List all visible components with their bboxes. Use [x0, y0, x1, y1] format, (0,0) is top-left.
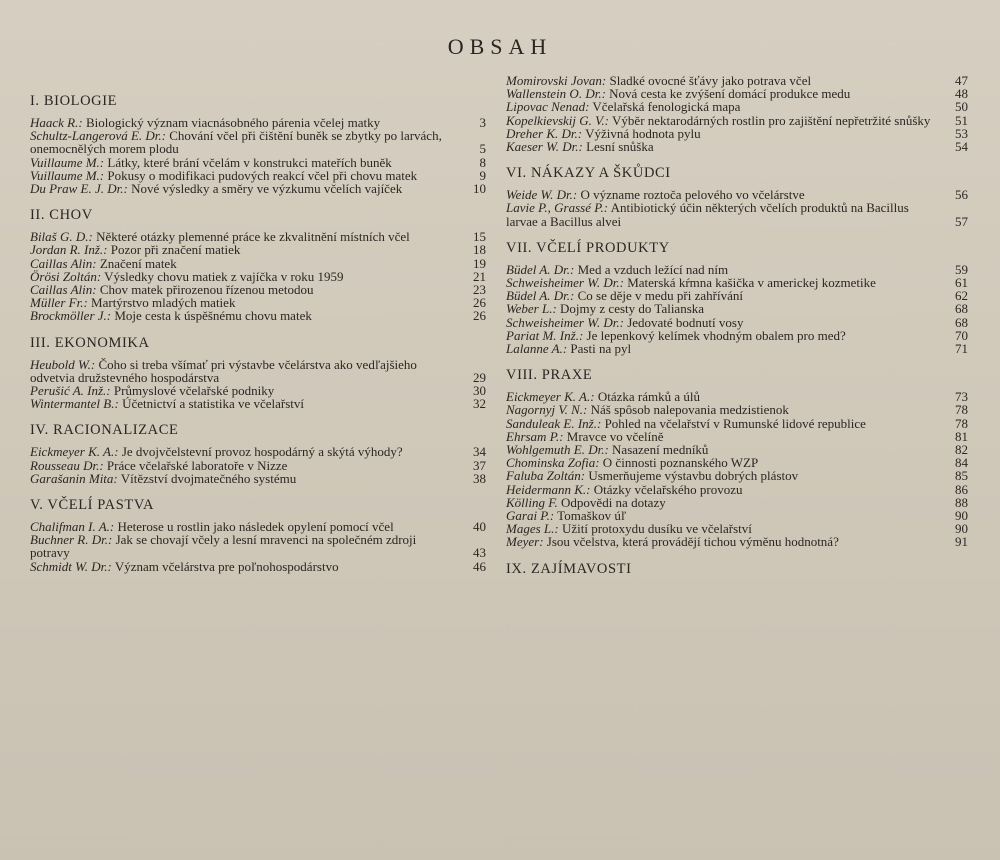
toc-entry: [506, 342, 968, 355]
entry-page-number: 5: [479, 141, 486, 157]
entry-title: Nasazení medníků: [612, 442, 709, 458]
entry-page-number: 84: [955, 455, 968, 471]
entry-author: Faluba Zoltán:: [506, 468, 586, 484]
entry-author: Brockmöller J.:: [30, 308, 112, 324]
toc-entry: [506, 535, 968, 548]
entry-title: Tomaškov úľ: [557, 508, 627, 524]
entry-page-number: 40: [473, 519, 486, 535]
entry-author: Sanduleak E. Inž.:: [506, 415, 602, 431]
entry-author: Bilaš G. D.:: [30, 229, 93, 245]
entry-page-number: 34: [473, 444, 486, 460]
entry-page-number: 70: [955, 327, 968, 343]
entry-author: Buchner R. Dr.:: [30, 532, 113, 548]
entry-page-number: 15: [473, 229, 486, 245]
entry-author: Vuillaume M.:: [30, 154, 105, 170]
entry-title: Usmerňujeme výstavbu dobrých plástov: [588, 468, 799, 484]
entry-author: Pariat M. Inž.:: [506, 327, 584, 343]
entry-title: O činnosti poznanského WZP: [602, 455, 759, 471]
entry-title: Výživná hodnota pylu: [585, 125, 701, 141]
entry-author: Müller Fr.:: [30, 295, 88, 311]
toc-entry: [506, 140, 968, 153]
entry-author: Schweisheimer W. Dr.:: [506, 314, 624, 330]
entry-page-number: 90: [955, 508, 968, 524]
entry-page-number: 46: [473, 558, 486, 574]
entry-page-number: 78: [955, 415, 968, 431]
entry-title: Průmyslové včelařské podniky: [113, 383, 275, 399]
entry-author: Büdel A. Dr.:: [506, 288, 575, 304]
toc-section: [506, 561, 968, 578]
entry-title: Pohled na včelařství v Rumunské lidové republice: [604, 415, 866, 431]
section-title: I. BIOLOGIE: [30, 93, 118, 109]
entry-title: Martýrstvo mladých matiek: [91, 295, 236, 311]
entry-title: Výsledky chovu matiek z vajíčka v roku 1959: [104, 268, 344, 284]
entry-author: Meyer:: [506, 534, 544, 550]
entry-title: Chov matek přirozenou řízenou metodou: [99, 282, 314, 298]
entry-author: Nagornyj V. N.:: [506, 402, 588, 418]
entry-author: Garai P.:: [506, 508, 555, 524]
entry-title: O význame roztoča pelového vo včelárstve: [580, 187, 805, 203]
entry-author: Kaeser W. Dr.:: [506, 139, 583, 155]
toc-section: [506, 165, 968, 228]
entry-author: Schmidt W. Dr.:: [30, 558, 112, 574]
entry-title: Heterose u rostlin jako následek opylení pomocí včel: [117, 519, 394, 535]
entry-page-number: 53: [955, 125, 968, 141]
entry-page-number: 78: [955, 402, 968, 418]
entry-author: Wallenstein O. Dr.:: [506, 86, 606, 102]
entry-title: Látky, které brání včelám v konstrukci mateřích buněk: [107, 154, 392, 170]
page-title: OBSAH: [447, 34, 553, 59]
entry-page-number: 32: [473, 396, 486, 412]
entry-title: Pokusy o modifikaci pudových reakcí včel při chovu matek: [107, 167, 418, 183]
entry-author: Lavie P., Grassé P.:: [506, 200, 609, 216]
entry-author: Chominska Zofia:: [506, 455, 600, 471]
entry-author: Garašanin Mita:: [30, 470, 118, 486]
entry-title: Je dvojvčelstevní provoz hospodárný a skýtá výhody?: [121, 444, 403, 460]
entry-title: Odpovědi na dotazy: [561, 494, 666, 510]
entry-title: Dojmy z cesty do Talianska: [560, 301, 705, 317]
entry-page-number: 10: [473, 181, 486, 197]
entry-author: Caillas Alin:: [30, 255, 97, 271]
entry-page-number: 68: [955, 314, 968, 330]
entry-title: Sladké ovocné šťávy jako potrava včel: [609, 73, 812, 88]
entry-page-number: 3: [479, 115, 486, 130]
entry-title: Některé otázky plemenné práce ke zkvalitnění místních včel: [96, 229, 410, 245]
entry-page-number: 8: [479, 154, 486, 170]
entry-title: Včelařská fenologická mapa: [592, 99, 741, 115]
entry-title: Otázka rámků a úlů: [597, 389, 700, 405]
entry-page-number: 47: [955, 73, 968, 88]
entry-title: Význam včelárstva pre poľnohospodárstvo: [114, 558, 339, 574]
entry-author: Weber L.:: [506, 301, 557, 317]
entry-title: Co se děje v medu při zahřívání: [577, 288, 743, 304]
entry-author: Jordan R. Inž.:: [30, 242, 108, 258]
toc-entry: [30, 243, 486, 256]
entry-page-number: 37: [473, 457, 486, 473]
entry-author: Schultz-Langerová E. Dr.:: [30, 128, 167, 144]
entry-author: Kopelkievskij G. V.:: [506, 112, 610, 128]
section-title: VI. NÁKAZY A ŠKŮDCI: [506, 165, 671, 182]
toc-section: [506, 74, 968, 153]
toc-entry: [30, 560, 486, 573]
entry-author: Lalanne A.:: [506, 341, 568, 357]
entry-page-number: 88: [955, 494, 968, 510]
entry-author: Schweisheimer W. Dr.:: [506, 275, 624, 291]
toc-section: [30, 207, 486, 322]
entry-author: Kölling F.: [506, 494, 558, 510]
toc-entry: [30, 472, 486, 485]
entry-title: Lesní snůška: [586, 139, 654, 155]
toc-section: [506, 240, 968, 355]
left-column: [30, 93, 486, 585]
entry-title: Med a vzduch ležící nad ním: [577, 261, 729, 277]
entry-title: Práce včelařské laboratoře v Nizze: [106, 457, 288, 473]
entry-page-number: 61: [955, 275, 968, 291]
entry-author: Büdel A. Dr.:: [506, 261, 575, 277]
section-title: VIII. PRAXE: [506, 367, 593, 384]
entry-title: Pasti na pyl: [570, 341, 632, 357]
entry-title: Čoho si treba všímať pri výstavbe včelárstva ako vedľajšieho odvetvia družstevného hospodárstva: [30, 356, 417, 385]
entry-author: Mages L.:: [506, 521, 559, 537]
entry-title: Užití protoxydu dusíku ve včelařství: [561, 521, 752, 537]
entry-author: Heubold W.:: [30, 356, 96, 372]
entry-title: Jedovaté bodnutí vosy: [627, 314, 744, 330]
entry-title: Značení matek: [99, 255, 177, 271]
entry-author: Du Praw E. J. Dr.:: [30, 181, 128, 197]
entry-title: Účetnictví a statistika ve včelařství: [122, 396, 305, 412]
entry-author: Eickmeyer K. A.:: [506, 389, 595, 405]
entry-author: Caillas Alin:: [30, 282, 97, 298]
entry-page-number: 38: [473, 470, 486, 486]
entry-title: Biologický význam viacnásobného párenia včelej matky: [85, 115, 381, 130]
toc-section: [30, 422, 486, 485]
toc-section: [506, 367, 968, 548]
entry-page-number: 26: [473, 295, 486, 311]
entry-page-number: 50: [955, 99, 968, 115]
toc-entry: [30, 309, 486, 322]
entry-title: Mravce vo včelíně: [566, 428, 664, 444]
toc-entry: [30, 129, 486, 155]
entry-page-number: 57: [955, 213, 968, 229]
entry-page-number: 56: [955, 187, 968, 203]
toc-entry: [30, 182, 486, 195]
entry-page-number: 43: [473, 545, 486, 561]
toc-section: [30, 93, 486, 195]
entry-author: Wintermantel B.:: [30, 396, 119, 412]
entry-page-number: 73: [955, 389, 968, 405]
entry-author: Dreher K. Dr.:: [506, 125, 583, 141]
entry-page-number: 68: [955, 301, 968, 317]
entry-author: Ehrsam P.:: [506, 428, 564, 444]
entry-title: Moje cesta k úspěšnému chovu matek: [114, 308, 312, 324]
entry-title: Antibiotický účin některých včelích produktů na Bacillus larvae a Bacillus alvei: [506, 200, 909, 229]
entry-page-number: 30: [473, 383, 486, 399]
entry-title: Náš spôsob nalepovania medzistienok: [590, 402, 789, 418]
entry-title: Je lepenkový kelímek vhodným obalem pro med?: [586, 327, 846, 343]
entry-page-number: 9: [479, 167, 486, 183]
entry-page-number: 48: [955, 86, 968, 102]
section-title: III. EKONOMIKA: [30, 334, 150, 351]
entry-author: Vuillaume M.:: [30, 167, 105, 183]
entry-title: Nové výsledky a směry ve výzkumu včelích vajíček: [131, 181, 403, 197]
entry-author: Heidermann K.:: [506, 481, 591, 497]
toc-section: [30, 497, 486, 573]
entry-author: Eickmeyer K. A.:: [30, 444, 119, 460]
right-column: [506, 74, 968, 590]
entry-page-number: 71: [955, 341, 968, 357]
section-title: IV. RACIONALIZACE: [30, 422, 179, 439]
section-title: IX. ZAJÍMAVOSTI: [506, 560, 632, 577]
entry-page-number: 85: [955, 468, 968, 484]
toc-entry: [506, 201, 968, 227]
entry-author: Lipovac Nenad:: [506, 99, 590, 115]
entry-author: Weide W. Dr.:: [506, 187, 578, 203]
section-title: V. VČELÍ PASTVA: [30, 497, 155, 514]
entry-page-number: 81: [955, 428, 968, 444]
entry-author: Örösi Zoltán:: [30, 268, 102, 284]
entry-title: Materská kŕmna kašička v americkej kozmetike: [627, 275, 876, 291]
entry-page-number: 23: [473, 282, 486, 298]
entry-page-number: 21: [473, 268, 486, 284]
entry-page-number: 59: [955, 261, 968, 277]
entry-page-number: 54: [955, 139, 968, 155]
entry-title: Jak se chovají včely a lesní mravenci na společném zdroji potravy: [30, 532, 417, 561]
toc-section: [30, 335, 486, 411]
entry-title: Otázky včelařského provozu: [593, 481, 743, 497]
section-title: VII. VČELÍ PRODUKTY: [506, 239, 670, 256]
entry-title: Chování včel při čištění buněk se zbytky po larvách, onemocnělých morem plodu: [30, 128, 442, 157]
section-title: II. CHOV: [30, 207, 93, 224]
toc-entry: [30, 397, 486, 410]
entry-author: Chalifman I. A.:: [30, 519, 115, 535]
entry-title: Výběr nektarodárných rostlin pro zajištění nepřetržité snůšky: [612, 112, 931, 128]
entry-title: Jsou včelstva, která provádějí tichou výměnu hodnotná?: [546, 534, 839, 550]
entry-page-number: 19: [473, 255, 486, 271]
entry-page-number: 26: [473, 308, 486, 324]
entry-author: Rousseau Dr.:: [30, 457, 104, 473]
entry-author: Perušić A. Inž.:: [30, 383, 111, 399]
entry-page-number: 29: [473, 369, 486, 385]
entry-page-number: 90: [955, 521, 968, 537]
entry-title: Vítězství dvojmatečného systému: [120, 470, 297, 486]
entry-author: Momirovski Jovan:: [506, 73, 607, 88]
entry-author: Wohlgemuth E. Dr.:: [506, 442, 609, 458]
entry-page-number: 51: [955, 112, 968, 128]
entry-page-number: 91: [955, 534, 968, 550]
toc-entry: [30, 533, 486, 559]
entry-page-number: 62: [955, 288, 968, 304]
toc-entry: [30, 358, 486, 384]
entry-page-number: 86: [955, 481, 968, 497]
entry-title: Pozor při značení matiek: [110, 242, 241, 258]
entry-page-number: 82: [955, 442, 968, 458]
entry-page-number: 18: [473, 242, 486, 258]
entry-author: Haack R.:: [30, 115, 83, 130]
entry-title: Nová cesta ke zvýšení domácí produkce medu: [609, 86, 851, 102]
